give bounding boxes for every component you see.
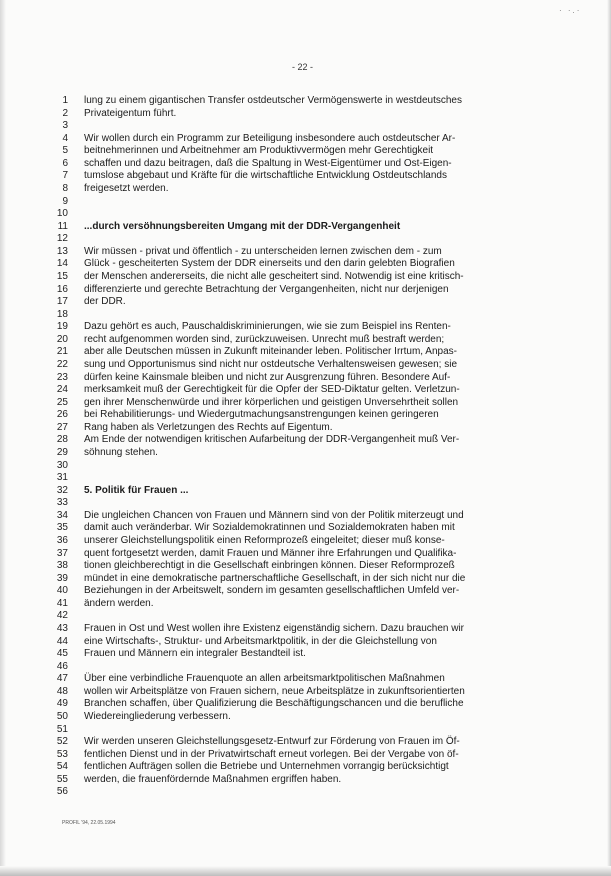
text-line bbox=[0, 711, 611, 723]
line-text: söhnung stehen. bbox=[84, 446, 158, 458]
text-line bbox=[0, 698, 611, 710]
line-number: 19 bbox=[56, 321, 68, 333]
text-line bbox=[0, 598, 611, 610]
line-number: 53 bbox=[56, 748, 68, 760]
text-line bbox=[0, 271, 611, 283]
line-text: freigesetzt werden. bbox=[84, 182, 169, 194]
line-number: 40 bbox=[56, 585, 68, 597]
text-line bbox=[0, 170, 611, 182]
text-line bbox=[0, 108, 611, 120]
text-line bbox=[0, 548, 611, 560]
text-line bbox=[0, 95, 611, 107]
line-number: 27 bbox=[56, 421, 68, 433]
line-text: mündet in eine demokratische partnerschaftliche Gesellschaft, in der sich nicht nur die bbox=[84, 572, 466, 584]
text-line bbox=[0, 560, 611, 572]
line-number: 26 bbox=[56, 409, 68, 421]
line-text: Rang haben als Verletzungen des Rechts auf Eigentum. bbox=[84, 421, 333, 433]
line-number: 13 bbox=[56, 245, 68, 257]
line-text: Die ungleichen Chancen von Frauen und Männern sind von der Politik miterzeugt und bbox=[84, 509, 464, 521]
text-line bbox=[0, 158, 611, 170]
line-text: unserer Gleichstellungspolitik einen Reformprozeß eingeleitet; dieser muß konse- bbox=[84, 534, 445, 546]
line-number: 29 bbox=[56, 446, 68, 458]
line-number: 35 bbox=[56, 522, 68, 534]
text-line bbox=[0, 422, 611, 434]
text-line bbox=[0, 623, 611, 635]
text-line bbox=[0, 284, 611, 296]
line-text: ändern werden. bbox=[84, 597, 154, 609]
line-number: 7 bbox=[62, 170, 68, 182]
line-number: 5 bbox=[62, 145, 68, 157]
line-number: 20 bbox=[56, 333, 68, 345]
line-number: 22 bbox=[56, 358, 68, 370]
line-number: 31 bbox=[56, 472, 68, 484]
line-number: 42 bbox=[56, 610, 68, 622]
text-line bbox=[0, 573, 611, 585]
line-text: Wir wollen durch ein Programm zur Beteiligung insbesondere auch ostdeutscher Ar- bbox=[84, 132, 456, 144]
line-number: 21 bbox=[56, 346, 68, 358]
text-line bbox=[0, 497, 611, 509]
line-text: beitnehmerinnen und Arbeitnehmer am Produktivvermögen mehr Gerechtigkeit bbox=[84, 145, 434, 157]
line-text: Über eine verbindliche Frauenquote an allen arbeitsmarktpolitischen Maßnahmen bbox=[84, 673, 445, 685]
text-line bbox=[0, 749, 611, 761]
line-number: 18 bbox=[56, 308, 68, 320]
text-line bbox=[0, 522, 611, 534]
text-line bbox=[0, 133, 611, 145]
line-number: 33 bbox=[56, 497, 68, 509]
line-text: wollen wir Arbeitsplätze von Frauen sichern, neue Arbeitsplätze in zukunftsorientierten bbox=[84, 685, 465, 697]
line-text: eine Wirtschafts-, Struktur- und Arbeitsmarktpolitik, in der die Gleichstellung von bbox=[84, 635, 437, 647]
text-line bbox=[0, 434, 611, 446]
line-number: 17 bbox=[56, 296, 68, 308]
line-number: 2 bbox=[62, 107, 68, 119]
text-line bbox=[0, 296, 611, 308]
line-number: 14 bbox=[56, 258, 68, 270]
line-text: tionen gleichberechtigt in die Gesellschaft einbringen können. Dieser Reformprozeß bbox=[84, 560, 455, 572]
text-line bbox=[0, 409, 611, 421]
text-line bbox=[0, 246, 611, 258]
line-text: bei Rehabilitierungs- und Wiedergutmachungsanstrengungen keinen geringeren bbox=[84, 409, 439, 421]
line-number: 28 bbox=[56, 434, 68, 446]
text-line bbox=[0, 321, 611, 333]
text-line bbox=[0, 485, 611, 497]
line-number: 30 bbox=[56, 459, 68, 471]
line-text: differenzierte und gerechte Betrachtung der Vergangenheiten, nicht nur derjenigen bbox=[84, 283, 449, 295]
line-text: Branchen schaffen, über Qualifizierung die Beschäftigungschancen und die berufliche bbox=[84, 698, 464, 710]
line-text: Dazu gehört es auch, Pauschaldiskriminierungen, wie sie zum Beispiel ins Renten- bbox=[84, 321, 451, 333]
line-number: 50 bbox=[56, 710, 68, 722]
line-number: 24 bbox=[56, 384, 68, 396]
line-number: 23 bbox=[56, 371, 68, 383]
text-line bbox=[0, 724, 611, 736]
text-line bbox=[0, 610, 611, 622]
line-number: 9 bbox=[62, 195, 68, 207]
text-line bbox=[0, 447, 611, 459]
line-number: 6 bbox=[62, 157, 68, 169]
line-text: merksamkeit muß der Gerechtigkeit für die Opfer der SED-Diktatur gelten. Verletzun- bbox=[84, 384, 460, 396]
line-text: tumslose abgebaut und Kräfte für die wirtschaftliche Entwicklung Ostdeutschlands bbox=[84, 170, 447, 182]
line-text: damit auch veränderbar. Wir Sozialdemokratinnen und Sozialdemokraten haben mit bbox=[84, 522, 455, 534]
text-line bbox=[0, 359, 611, 371]
line-text: Glück - gescheiterten System der DDR einerseits und den darin gelebten Biografien bbox=[84, 258, 455, 270]
line-text: der DDR. bbox=[84, 296, 126, 308]
text-line bbox=[0, 196, 611, 208]
line-number: 32 bbox=[56, 484, 68, 496]
line-number: 37 bbox=[56, 547, 68, 559]
line-text: werden, die frauenfördernde Maßnahmen ergriffen haben. bbox=[84, 773, 342, 785]
corner-mark: · ·.· bbox=[559, 6, 582, 15]
line-number: 12 bbox=[56, 233, 68, 245]
text-line bbox=[0, 183, 611, 195]
line-number: 43 bbox=[56, 622, 68, 634]
text-line bbox=[0, 636, 611, 648]
text-line bbox=[0, 221, 611, 233]
line-text: dürfen keine Kainsmale bleiben und nicht zur Ausgrenzung führen. Besondere Auf- bbox=[84, 371, 451, 383]
line-number: 56 bbox=[56, 786, 68, 798]
line-text: lung zu einem gigantischen Transfer ostdeutscher Vermögenswerte in westdeutsches bbox=[84, 95, 462, 106]
text-line bbox=[0, 786, 611, 798]
text-line bbox=[0, 258, 611, 270]
line-text: aber alle Deutschen müssen in Zukunft miteinander leben. Politischer Irrtum, Anpas- bbox=[84, 346, 457, 358]
line-text: fentlichen Dienst und in der Privatwirtschaft erneut vorlegen. Bei der Vergabe von öf- bbox=[84, 748, 459, 760]
line-number: 45 bbox=[56, 648, 68, 660]
line-text: fentlichen Aufträgen sollen die Betriebe und Unternehmen vorrangig berücksichtigt bbox=[84, 761, 449, 773]
line-text: gen ihrer Menschenwürde und ihrer körperlichen und geistigen Unversehrtheit sollen bbox=[84, 396, 459, 408]
line-number: 3 bbox=[62, 120, 68, 132]
line-number: 48 bbox=[56, 685, 68, 697]
line-number: 38 bbox=[56, 560, 68, 572]
line-number: 16 bbox=[56, 283, 68, 295]
text-line bbox=[0, 585, 611, 597]
section-heading: 5. Politik für Frauen ... bbox=[84, 484, 189, 496]
line-number: 46 bbox=[56, 660, 68, 672]
text-line bbox=[0, 510, 611, 522]
line-number: 52 bbox=[56, 736, 68, 748]
text-line bbox=[0, 774, 611, 786]
line-text: Wir müssen - privat und öffentlich - zu unterscheiden lernen zwischen dem - zum bbox=[84, 245, 442, 257]
line-text: recht aufgenommen worden sind, zurückzuweisen. Unrecht muß bestraft werden; bbox=[84, 333, 445, 345]
text-line bbox=[0, 372, 611, 384]
text-line bbox=[0, 233, 611, 245]
line-number: 4 bbox=[62, 132, 68, 144]
text-line bbox=[0, 120, 611, 132]
section-heading: ...durch versöhnungsbereiten Umgang mit der DDR-Vergangenheit bbox=[84, 220, 401, 232]
text-line bbox=[0, 661, 611, 673]
text-line bbox=[0, 346, 611, 358]
text-line bbox=[0, 686, 611, 698]
line-number: 10 bbox=[56, 208, 68, 220]
scan-edge-bottom bbox=[0, 866, 611, 876]
line-text: Frauen in Ost und West wollen ihre Existenz eigenständig sichern. Dazu brauchen wir bbox=[84, 622, 465, 634]
line-number: 1 bbox=[62, 95, 68, 106]
line-number: 39 bbox=[56, 572, 68, 584]
line-number: 41 bbox=[56, 597, 68, 609]
text-line bbox=[0, 397, 611, 409]
line-number: 54 bbox=[56, 761, 68, 773]
page-number: - 22 - bbox=[292, 62, 314, 72]
line-text: Privateigentum führt. bbox=[84, 107, 177, 119]
line-text: sung und Opportunismus sind nicht nur ostdeutsche Verhaltensweisen gewesen; sie bbox=[84, 358, 458, 370]
text-line bbox=[0, 208, 611, 220]
text-line bbox=[0, 460, 611, 472]
text-line bbox=[0, 648, 611, 660]
line-text: Wiedereingliederung verbessern. bbox=[84, 710, 231, 722]
line-text: quent fortgesetzt werden, damit Frauen und Männer ihre Erfahrungen und Qualifika- bbox=[84, 547, 457, 559]
text-line bbox=[0, 334, 611, 346]
line-number: 44 bbox=[56, 635, 68, 647]
text-line bbox=[0, 145, 611, 157]
text-line bbox=[0, 673, 611, 685]
text-line bbox=[0, 736, 611, 748]
line-text: Frauen und Männern ein integraler Bestandteil ist. bbox=[84, 648, 306, 660]
text-line bbox=[0, 384, 611, 396]
line-number: 25 bbox=[56, 396, 68, 408]
text-line bbox=[0, 761, 611, 773]
line-text: Am Ende der notwendigen kritischen Aufarbeitung der DDR-Vergangenheit muß Ver- bbox=[84, 434, 460, 446]
text-line bbox=[0, 472, 611, 484]
line-number: 55 bbox=[56, 773, 68, 785]
line-text: der Menschen andererseits, die nicht alle gescheitert sind. Notwendig ist eine kritisch- bbox=[84, 270, 464, 282]
line-number: 47 bbox=[56, 673, 68, 685]
line-number: 49 bbox=[56, 698, 68, 710]
text-line bbox=[0, 309, 611, 321]
line-number: 36 bbox=[56, 534, 68, 546]
line-number: 34 bbox=[56, 509, 68, 521]
line-text: Beziehungen in der Arbeitswelt, sondern im gesamten gesellschaftlichen Umfeld ver- bbox=[84, 585, 460, 597]
line-number: 11 bbox=[57, 220, 68, 232]
line-text: schaffen und dazu beitragen, daß die Spaltung in West-Eigentümer und Ost-Eigen- bbox=[84, 157, 452, 169]
line-number: 15 bbox=[56, 270, 68, 282]
line-number: 8 bbox=[62, 182, 68, 194]
footer-note: PROFIL '94, 22.05.1994 bbox=[62, 820, 116, 826]
text-line bbox=[0, 535, 611, 547]
line-text: Wir werden unseren Gleichstellungsgesetz-Entwurf zur Förderung von Frauen im Öf- bbox=[84, 736, 460, 748]
line-number: 51 bbox=[56, 723, 68, 735]
